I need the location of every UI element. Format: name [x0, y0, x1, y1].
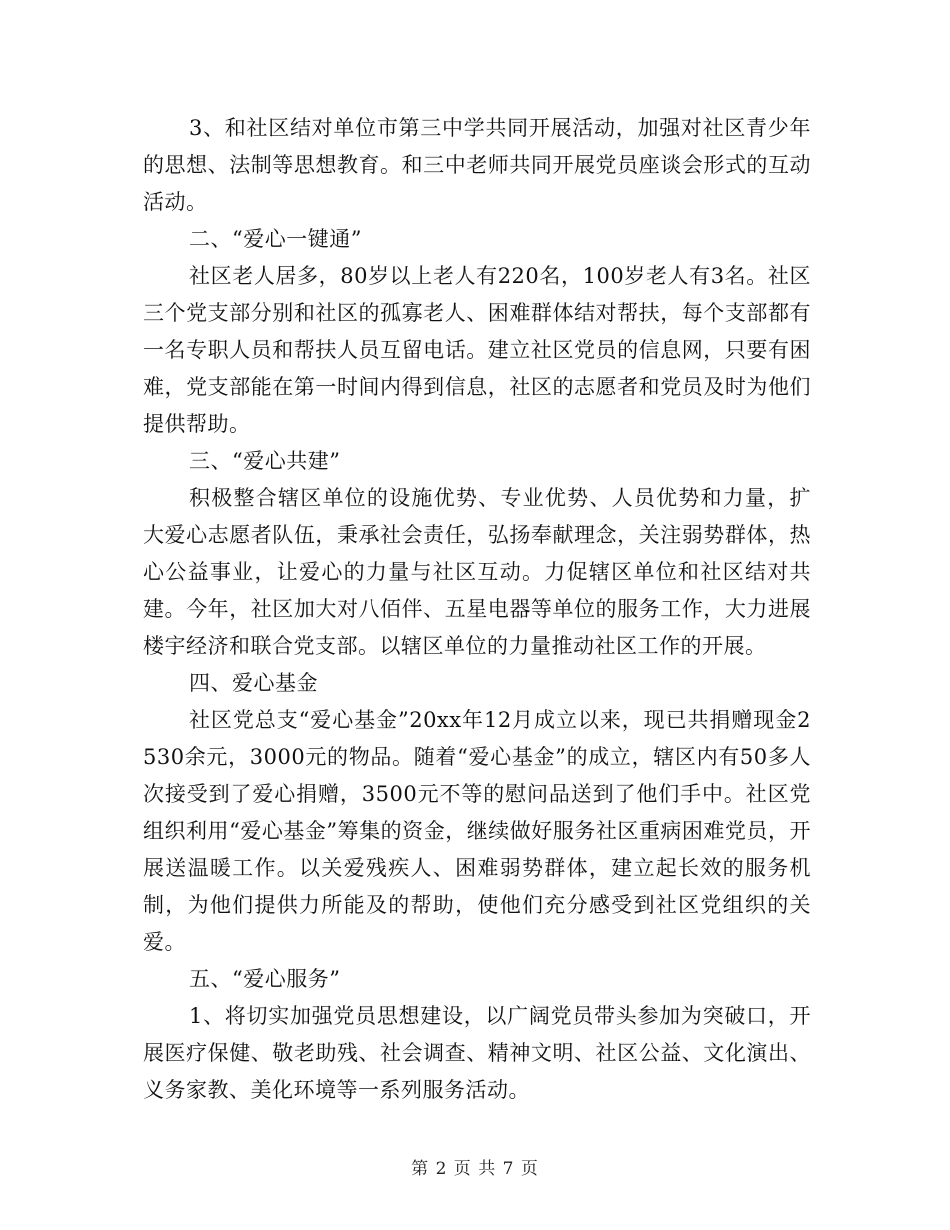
paragraph-item-3: 3、和社区结对单位市第三中学共同开展活动，加强对社区青少年的思想、法制等思想教育。和三中老师共同开展党员座谈会形式的互动活动。	[143, 116, 811, 214]
paragraph-fund: 社区党总支“爱心基金”20xx年12月成立以来，现已共捐赠现金2530余元，3000元的物品。随着“爱心基金”的成立，辖区内有50多人次接受到了爱心捐赠，3500元不等的慰问品送到了他们手中。社区党组织利用“爱心基金”筹集的资金，继续做好服务社区重病困难党员，开展送温暖工作。以关爱残疾人、困难弱势群体，建立起长效的服务机制，为他们提供力所能及的帮助，使他们充分感受到社区党组织的关爱。	[143, 708, 811, 954]
section-heading-5: 五、“爱心服务”	[189, 967, 341, 991]
paragraph-elderly: 社区老人居多，80岁以上老人有220名，100岁老人有3名。社区三个党支部分别和社区的孤寡老人、困难群体结对帮扶，每个支部都有一名专职人员和帮扶人员互留电话。建立社区党员的信息网，只要有困难，党支部能在第一时间内得到信息，社区的志愿者和党员及时为他们提供帮助。	[143, 264, 811, 436]
paragraph-service-1: 1、将切实加强党员思想建设，以广阔党员带头参加为突破口，开展医疗保健、敬老助残、社会调查、精神文明、社区公益、文化演出、义务家教、美化环境等一系列服务活动。	[143, 1004, 811, 1102]
document-body	[143, 110, 811, 1109]
section-heading-3: 三、“爱心共建”	[189, 449, 341, 473]
section-heading-2: 二、“爱心一键通”	[189, 227, 362, 251]
page-number-footer: 第 2 页 共 7 页	[411, 1159, 539, 1179]
section-heading-4: 四、爱心基金	[189, 671, 318, 695]
paragraph-co-construction: 积极整合辖区单位的设施优势、专业优势、人员优势和力量，扩大爱心志愿者队伍，秉承社会责任，弘扬奉献理念，关注弱势群体，热心公益事业，让爱心的力量与社区互动。力促辖区单位和社区结对共建。今年，社区加大对八佰伴、五星电器等单位的服务工作，大力进展楼宇经济和联合党支部。以辖区单位的力量推动社区工作的开展。	[143, 486, 811, 658]
